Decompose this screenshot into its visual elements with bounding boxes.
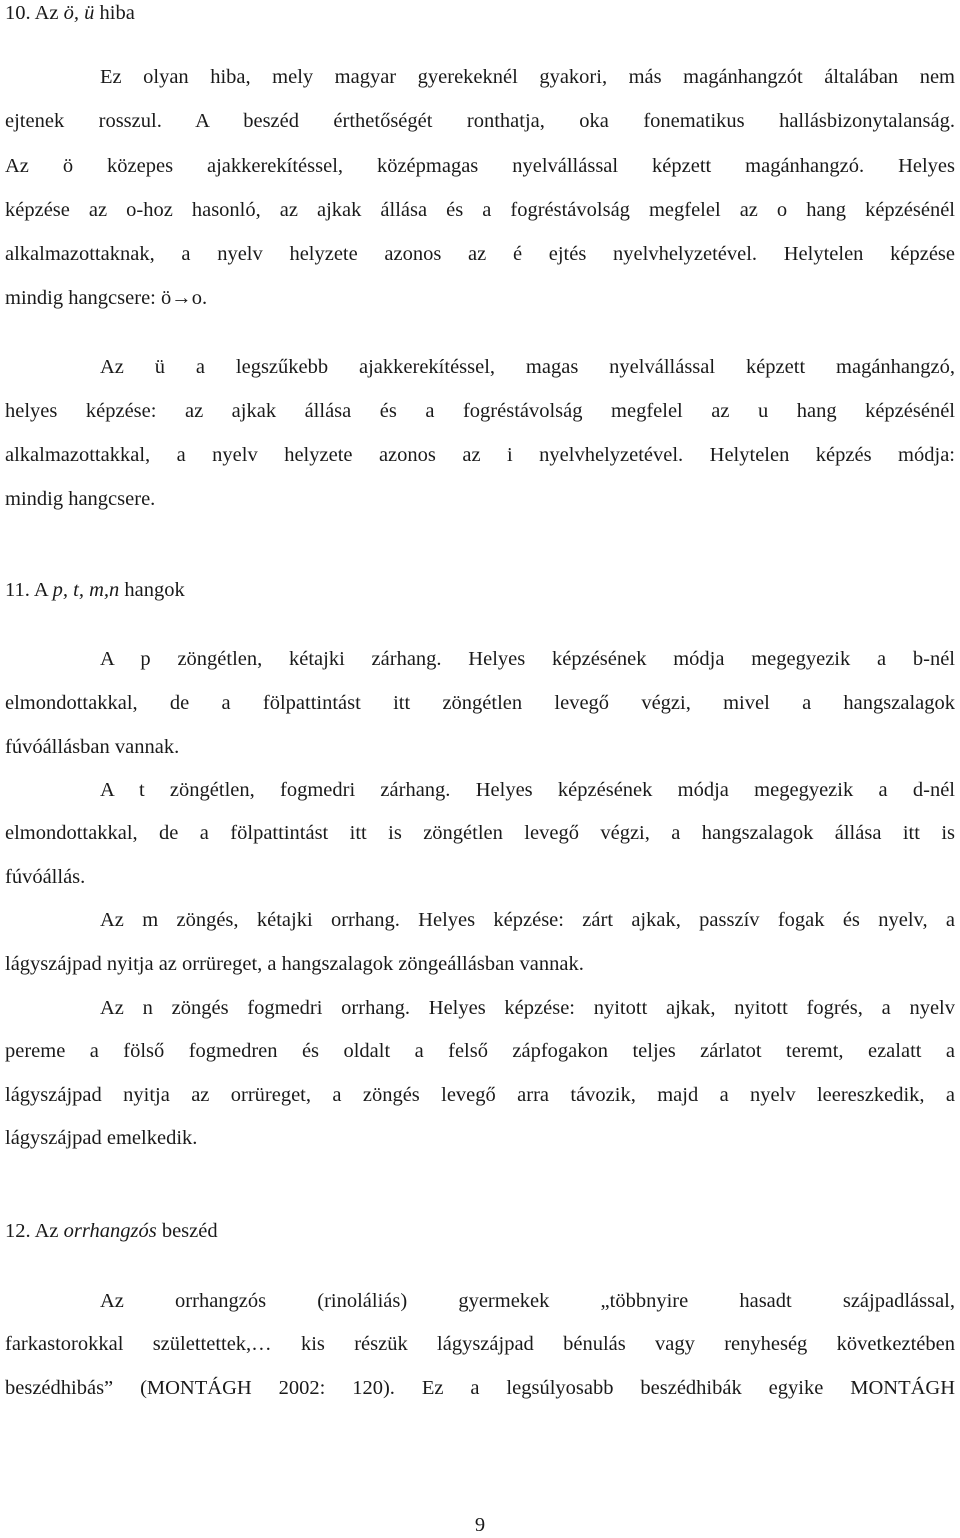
section-heading-11 (5, 577, 955, 603)
heading-term: p, t, m,n (52, 579, 120, 601)
paragraph-line: fúvóállás. (5, 866, 86, 888)
paragraph-line: A t zöngétlen, fogmedri zárhang. Helyes képzésének módja megegyezik a d-nél (100, 779, 955, 801)
paragraph-line: pereme a fölső fogmedren és oldalt a felső zápfogakon teljes zárlatot teremt, ezalatt a (5, 1040, 955, 1062)
paragraph-line: fúvóállásban vannak. (5, 736, 180, 758)
paragraph-line: elmondottakkal, de a fölpattintást itt is zöngétlen levegő végzi, a hangszalagok állása itt is (5, 822, 955, 844)
heading-rest: beszéd (156, 1220, 218, 1242)
paragraph-line: farkastorokkal születtettek,… kis részük lágyszájpad bénulás vagy renyheség következtében (5, 1333, 955, 1355)
paragraph-line: lágyszájpad nyitja az orrüreget, a hangszalagok zöngeállásban vannak. (5, 953, 584, 975)
paragraph-line: Az ü a legszűkebb ajakkerekítéssel, magas nyelvállással képzett magánhangzó, (100, 356, 955, 378)
paragraph-line: mindig hangcsere: ö→o. (5, 287, 208, 309)
paragraph-line: alkalmazottakkal, a nyelv helyzete azonos az i nyelvhelyzetével. Helytelen képzés módja: (5, 444, 955, 466)
paragraph-line: Az orrhangzós (rinoláliás) gyermekek „többnyire hasadt szájpadlással, (100, 1290, 955, 1312)
heading-term: ö, ü (63, 2, 95, 24)
heading-rest: hiba (94, 2, 135, 24)
paragraph-line: mindig hangcsere. (5, 488, 156, 510)
paragraph-line: Az m zöngés, kétajki orrhang. Helyes képzése: zárt ajkak, passzív fogak és nyelv, a (100, 909, 955, 931)
paragraph-line: Az ö közepes ajakkerekítéssel, középmagas nyelvállással képzett magánhangzó. Helyes (5, 155, 955, 177)
paragraph-line: lágyszájpad nyitja az orrüreget, a zöngés levegő arra távozik, majd a nyelv leereszkedik, a (5, 1084, 955, 1106)
paragraph-line: Az n zöngés fogmedri orrhang. Helyes képzése: nyitott ajkak, nyitott fogrés, a nyelv (100, 997, 955, 1019)
page-number: 9 (474, 1514, 486, 1536)
heading-number: 10. Az (5, 2, 64, 24)
heading-number: 12. Az (5, 1220, 64, 1242)
heading-term: orrhangzós (63, 1220, 157, 1242)
paragraph-line: elmondottakkal, de a fölpattintást itt zöngétlen levegő végzi, mivel a hangszalagok (5, 692, 955, 714)
paragraph-line: képzése az o-hoz hasonló, az ajkak állása és a fogréstávolság megfelel az o hang képzésénél (5, 199, 955, 221)
paragraph-line: ejtenek rosszul. A beszéd érthetőségét ronthatja, oka fonematikus hallásbizonytalanság. (5, 110, 955, 132)
heading-rest: hangok (119, 579, 185, 601)
section-heading-10 (5, 0, 955, 26)
paragraph-line: A p zöngétlen, kétajki zárhang. Helyes képzésének módja megegyezik a b-nél (100, 648, 955, 670)
paragraph-line: helyes képzése: az ajkak állása és a fogréstávolság megfelel az u hang képzésénél (5, 400, 955, 422)
heading-number: 11. A (5, 579, 53, 601)
section-heading-12 (5, 1218, 955, 1244)
paragraph-line: lágyszájpad emelkedik. (5, 1127, 198, 1149)
paragraph-line: Ez olyan hiba, mely magyar gyerekeknél gyakori, más magánhangzót általában nem (100, 66, 955, 88)
paragraph-line: alkalmazottaknak, a nyelv helyzete azonos az é ejtés nyelvhelyzetével. Helytelen képzése (5, 243, 955, 265)
paragraph-line: beszédhibás” (MONTÁGH 2002: 120). Ez a legsúlyosabb beszédhibák egyike MONTÁGH (5, 1377, 955, 1399)
